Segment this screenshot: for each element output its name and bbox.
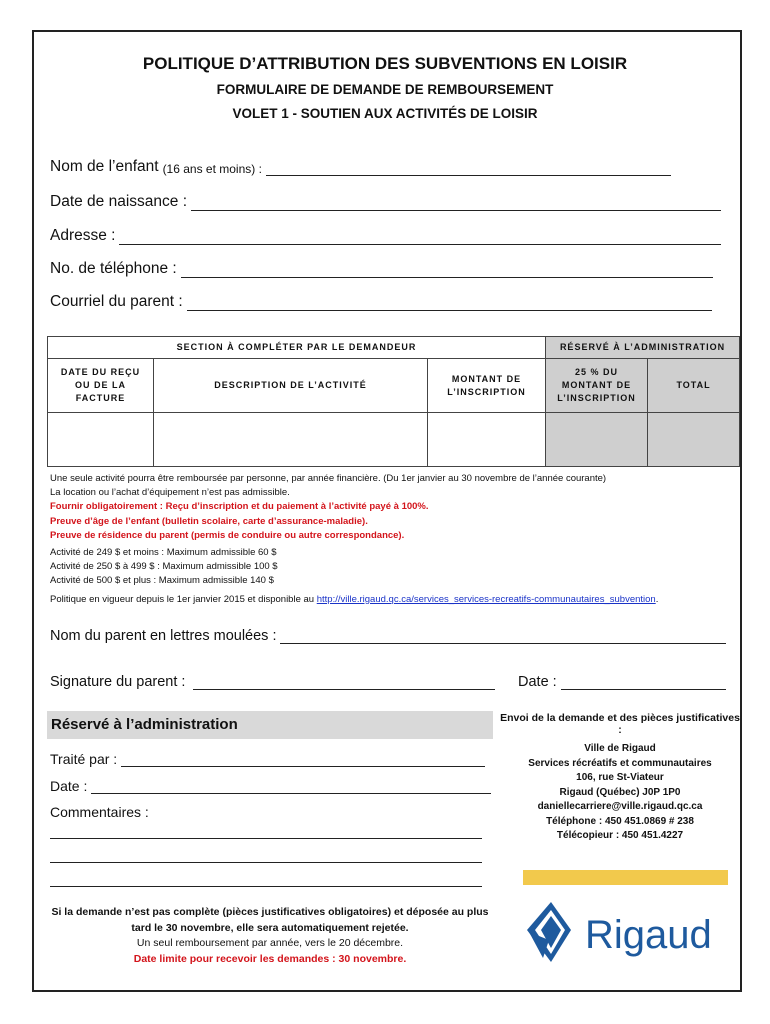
address-line[interactable] bbox=[119, 230, 721, 245]
child-name-line[interactable] bbox=[266, 161, 671, 176]
phone-field[interactable] bbox=[50, 260, 713, 278]
treated-by-line[interactable] bbox=[121, 753, 485, 767]
col-25-percent-header: 25 % DU MONTANT DE L’INSCRIPTION bbox=[546, 359, 648, 413]
email-label: Courriel du parent : bbox=[50, 293, 183, 310]
addr-line-city: Ville de Rigaud bbox=[584, 743, 656, 754]
addr-line-phone: Téléphone : 450 451.0869 # 238 bbox=[546, 815, 694, 827]
signature-label: Signature du parent : bbox=[50, 674, 186, 690]
amount-cell[interactable] bbox=[428, 413, 546, 467]
admin-date-label: Date : bbox=[50, 778, 88, 794]
yellow-bar bbox=[523, 870, 728, 885]
parent-name-label: Nom du parent en lettres moulées : bbox=[50, 628, 277, 644]
addr-line-postal: Rigaud (Québec) J0P 1P0 bbox=[559, 786, 681, 798]
section-admin-header: RÉSERVÉ À L’ADMINISTRATION bbox=[546, 337, 740, 359]
treated-by-field[interactable] bbox=[50, 751, 485, 767]
parent-name-field[interactable] bbox=[50, 628, 726, 644]
col-total-header: TOTAL bbox=[648, 359, 740, 413]
address-label: Adresse : bbox=[50, 227, 116, 244]
addr-line-fax: Télécopieur : 450 451.4227 bbox=[556, 830, 684, 841]
rigaud-logo-mark-icon bbox=[521, 900, 736, 964]
percent-cell bbox=[546, 413, 648, 467]
email-field[interactable] bbox=[50, 293, 712, 311]
form-volet: VOLET 1 - SOUTIEN AUX ACTIVITÉS DE LOISIR bbox=[232, 106, 538, 121]
comment-line-3[interactable] bbox=[50, 886, 482, 887]
parent-date-label: Date : bbox=[518, 674, 557, 690]
note-required-residence: Preuve de résidence du parent (permis de conduire ou autre correspondance). bbox=[50, 529, 405, 541]
note-max-2: Activité de 250 $ à 499 $ : Maximum admissible 100 $ bbox=[50, 561, 278, 573]
child-name-note: (16 ans et moins) : bbox=[162, 162, 262, 176]
section-demandeur-header: SECTION À COMPLÉTER PAR LE DEMANDEUR bbox=[48, 337, 546, 359]
addr-line-street: 106, rue St-Viateur bbox=[576, 772, 664, 783]
send-to-heading: Envoi de la demande et des pièces justificatives : bbox=[500, 712, 740, 736]
bottom-note bbox=[50, 905, 490, 967]
comment-line-1[interactable] bbox=[50, 838, 482, 839]
note-required-age: Preuve d’âge de l’enfant (bulletin scolaire, carte d’assurance-maladie). bbox=[50, 515, 368, 527]
rigaud-logo bbox=[521, 900, 736, 964]
phone-label: No. de téléphone : bbox=[50, 260, 177, 277]
policy-text: Politique en vigueur depuis le 1er janvier 2015 et disponible au bbox=[50, 593, 317, 605]
treated-by-label: Traité par : bbox=[50, 751, 118, 767]
addr-line-service: Services récréatifs et communautaires bbox=[528, 757, 712, 769]
date-cell[interactable] bbox=[48, 413, 154, 467]
birth-date-field[interactable] bbox=[50, 193, 721, 211]
parent-date-line[interactable] bbox=[561, 675, 726, 690]
birth-date-label: Date de naissance : bbox=[50, 193, 188, 210]
policy-link[interactable]: http://ville.rigaud.qc.ca/services_services-recreatifs-communautaires_subvention bbox=[316, 593, 656, 605]
note-equipment: La location ou l’achat d’équipement n’est pas admissible. bbox=[50, 487, 290, 499]
admin-heading: Réservé à l’administration bbox=[47, 711, 493, 739]
phone-line[interactable] bbox=[181, 263, 713, 278]
col-description-header: DESCRIPTION DE L’ACTIVITÉ bbox=[154, 359, 428, 413]
admin-date-field[interactable] bbox=[50, 778, 491, 794]
addr-line-email[interactable]: daniellecarriere@ville.rigaud.qc.ca bbox=[537, 801, 703, 812]
logo-text: Rigaud bbox=[585, 913, 712, 957]
admin-date-line[interactable] bbox=[91, 780, 491, 794]
parent-date-field[interactable] bbox=[518, 674, 726, 690]
email-line[interactable] bbox=[187, 296, 712, 311]
note-max-1: Activité de 249 $ et moins : Maximum admissible 60 $ bbox=[50, 547, 277, 559]
signature-field[interactable] bbox=[50, 674, 495, 690]
policy-end: . bbox=[655, 593, 659, 605]
notes-block bbox=[50, 472, 740, 607]
form-subtitle: FORMULAIRE DE DEMANDE DE REMBOURSEMENT bbox=[216, 82, 554, 97]
parent-name-line[interactable] bbox=[280, 629, 726, 644]
rejection-warning: Si la demande n’est pas complète (pièces justificatives obligatoires) et déposée au plus tard le 30 novembre, elle sera automatiquement rejetée. bbox=[51, 906, 489, 934]
deadline-text: Date limite pour recevoir les demandes : 30 novembre. bbox=[133, 952, 407, 965]
birth-date-line[interactable] bbox=[191, 196, 721, 211]
col-date-header: DATE DU REÇU OU DE LA FACTURE bbox=[48, 359, 154, 413]
comments-label-row bbox=[50, 804, 149, 820]
comment-line-2[interactable] bbox=[50, 862, 482, 863]
comments-label: Commentaires : bbox=[50, 804, 149, 820]
policy-line bbox=[50, 593, 740, 607]
child-name-field[interactable] bbox=[50, 158, 671, 176]
address-field[interactable] bbox=[50, 227, 721, 245]
activity-table bbox=[47, 336, 740, 467]
note-one-activity: Une seule activité pourra être remboursée par personne, par année financière. (Du 1er janvier au 30 novembre de l’année courante) bbox=[50, 473, 607, 484]
col-amount-header: MONTANT DE L’INSCRIPTION bbox=[428, 359, 546, 413]
note-required-receipt: Fournir obligatoirement : Reçu d’inscription et du paiement à l’activité payé à 100%. bbox=[50, 501, 429, 513]
description-cell[interactable] bbox=[154, 413, 428, 467]
refund-info: Un seul remboursement par année, vers le 20 décembre. bbox=[136, 937, 404, 949]
total-cell bbox=[648, 413, 740, 467]
signature-line[interactable] bbox=[193, 675, 495, 690]
note-max-3: Activité de 500 $ et plus : Maximum admissible 140 $ bbox=[50, 575, 274, 587]
form-title: POLITIQUE D’ATTRIBUTION DES SUBVENTIONS EN LOISIR bbox=[142, 54, 628, 73]
address-block bbox=[498, 742, 742, 844]
child-name-label: Nom de l’enfant bbox=[50, 158, 159, 175]
